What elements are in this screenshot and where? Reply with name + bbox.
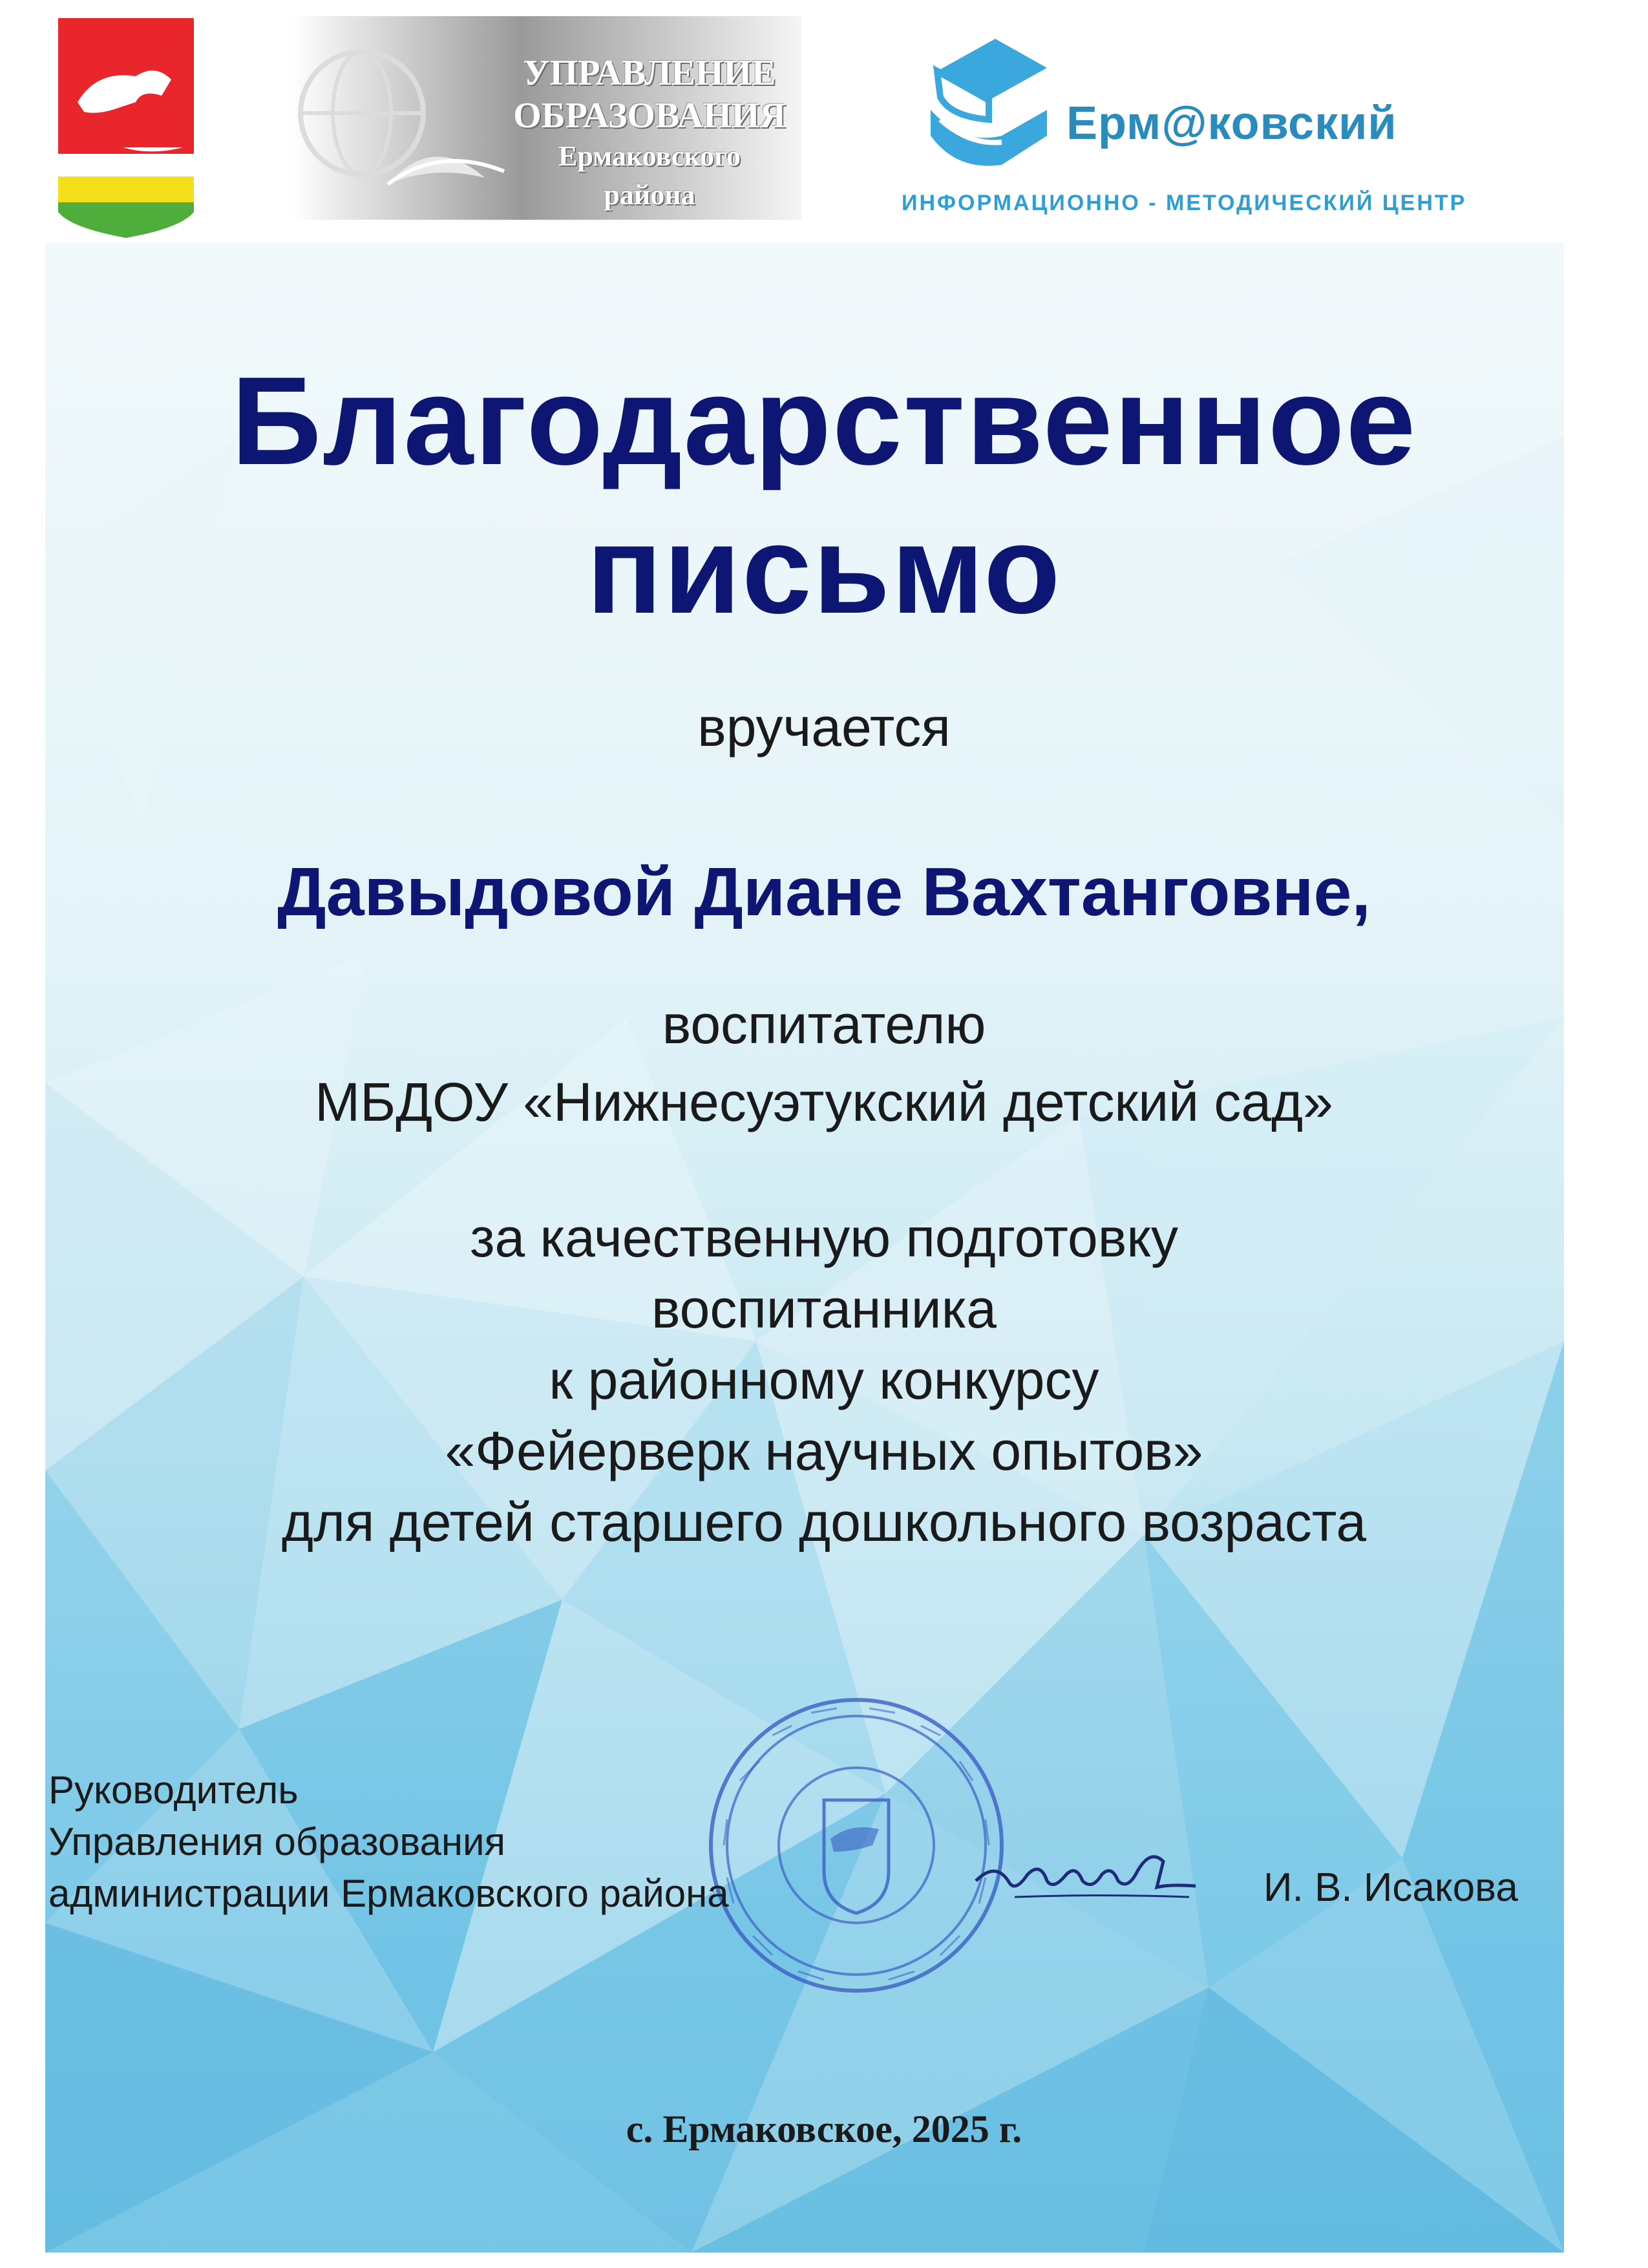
reason-line-5: для детей старшего дошкольного возраста (281, 1492, 1367, 1553)
education-department-banner (291, 16, 801, 220)
banner-line-3: Ермаковского района (558, 140, 741, 211)
coat-of-arms-emblem (58, 18, 194, 238)
handwritten-signature (969, 1836, 1202, 1913)
awarded-text: вручается (697, 697, 951, 758)
recipient-name: Давыдовой Диане Вахтанговне, (277, 854, 1371, 930)
place-and-date: с. Ермаковское, 2025 г. (626, 2108, 1022, 2150)
banner-line-1: УПРАВЛЕНИЕ (523, 53, 776, 93)
role-line-1: Руководитель (48, 1768, 299, 1812)
institution-text: МБДОУ «Нижнесуэтукский детский сад» (315, 1072, 1333, 1132)
imc-name: Ерм@ковский (1066, 98, 1397, 149)
title-line-2: письмо (586, 500, 1062, 640)
book-logo-icon (924, 32, 1053, 175)
imc-subtitle: ИНФОРМАЦИОННО - МЕТОДИЧЕСКИЙ ЦЕНТР (902, 191, 1467, 215)
official-stamp (701, 1690, 1011, 2000)
role-line-3: администрации Ермаковского района (48, 1872, 729, 1915)
reason-line-4: «Фейерверк научных опытов» (445, 1421, 1203, 1481)
position-text: воспитателю (662, 994, 986, 1055)
header (0, 0, 1648, 242)
role-line-2: Управления образования (48, 1820, 506, 1863)
banner-title (511, 52, 788, 215)
reason-line-2: воспитанника (651, 1278, 997, 1339)
reason-line-3: к районному конкурсу (549, 1350, 1099, 1410)
signatory-name: И. В. Исакова (1263, 1865, 1518, 1910)
title-line-1: Благодарственное (231, 351, 1417, 491)
reason-line-1: за качественную подготовку (469, 1207, 1179, 1268)
signatory-role (48, 1765, 729, 1920)
banner-line-2: ОБРАЗОВАНИЯ (513, 96, 786, 136)
